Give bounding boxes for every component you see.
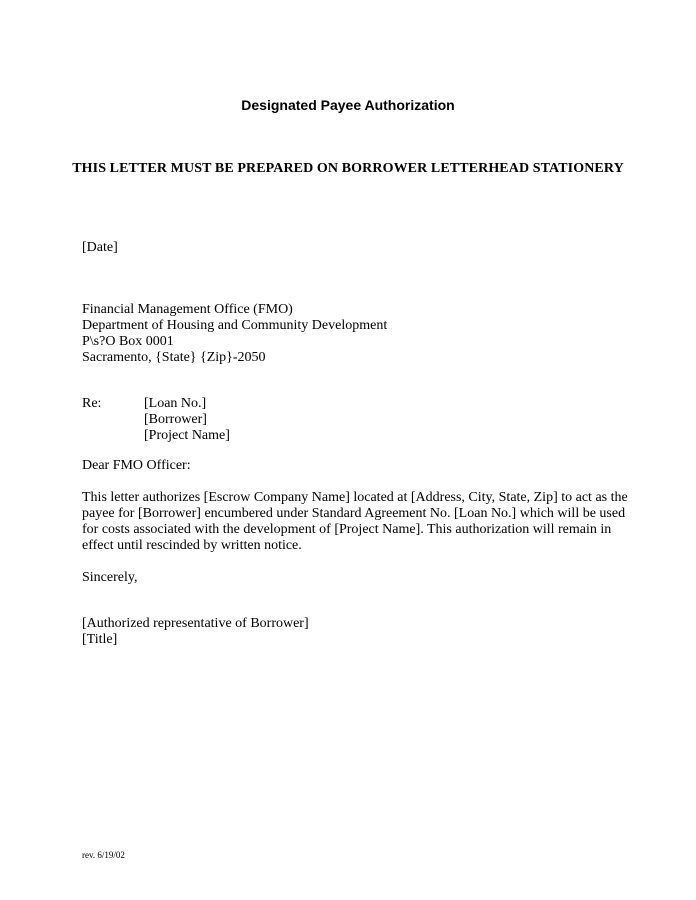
re-project-name: [Project Name] <box>144 428 230 443</box>
letterhead-instruction: THIS LETTER MUST BE PREPARED ON BORROWER LETTERHEAD STATIONERY <box>72 161 624 176</box>
re-loan-no: [Loan No.] <box>144 396 207 411</box>
authorization-paragraph <box>82 490 628 554</box>
address-line-po-box: P\s?O Box 0001 <box>82 334 174 349</box>
closing: Sincerely, <box>82 570 138 585</box>
signature-name: [Authorized representative of Borrower] <box>82 616 309 631</box>
signature-title: [Title] <box>82 632 118 647</box>
address-line-office: Financial Management Office (FMO) <box>82 302 293 317</box>
address-line-city: Sacramento, {State} {Zip}-2050 <box>82 350 266 365</box>
paragraph-line: effect until rescinded by written notice. <box>82 538 302 553</box>
signature-block <box>82 616 309 648</box>
paragraph-line: payee for [Borrower] encumbered under Standard Agreement No. [Loan No.] which will be used <box>82 506 626 521</box>
re-label: Re: <box>82 396 102 411</box>
recipient-address <box>82 302 387 366</box>
re-lines <box>144 396 230 444</box>
document-title: Designated Payee Authorization <box>241 97 455 113</box>
salutation: Dear FMO Officer: <box>82 458 191 473</box>
re-borrower: [Borrower] <box>144 412 207 427</box>
date-placeholder: [Date] <box>82 240 118 255</box>
paragraph-line: for costs associated with the development of [Project Name]. This authorization will remain in <box>82 522 612 537</box>
revision-date: rev. 6/19/02 <box>82 850 125 860</box>
address-line-department: Department of Housing and Community Development <box>82 318 388 333</box>
paragraph-line: This letter authorizes [Escrow Company Name] located at [Address, City, State, Zip] to act as the <box>82 490 628 505</box>
